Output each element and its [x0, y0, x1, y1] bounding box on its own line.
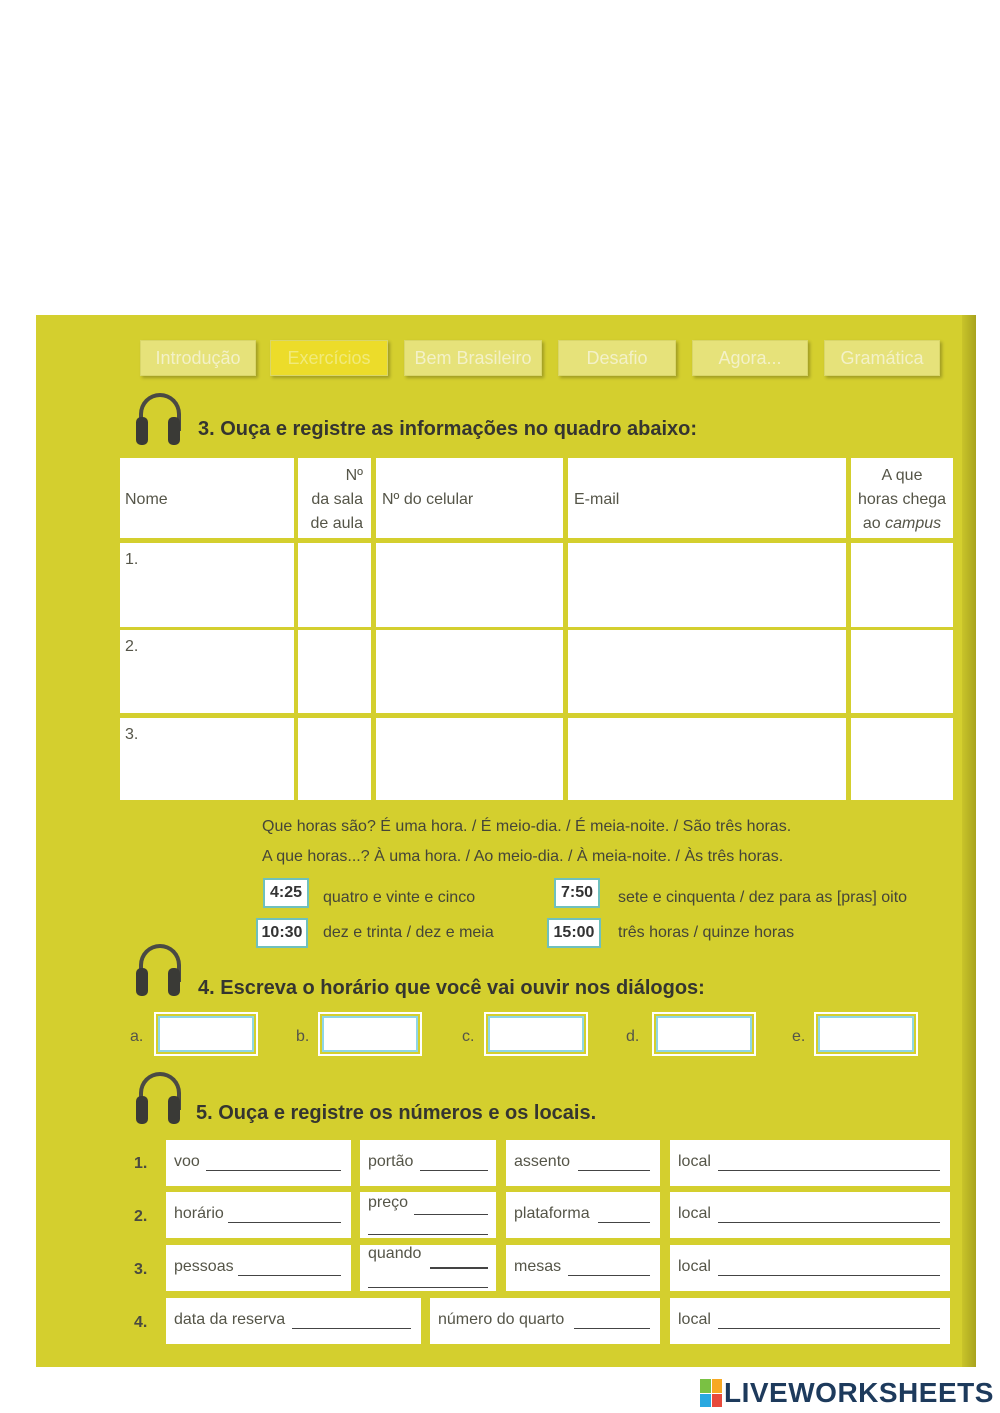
row3-chega[interactable] — [851, 718, 953, 800]
header-sala — [298, 458, 371, 538]
tab-introducao[interactable]: Introdução — [140, 340, 256, 376]
exercise-3-title: 3. Ouça e registre as informações no quadro abaixo: — [198, 418, 698, 440]
header-chega-line1: A que — [881, 467, 923, 484]
field-assento[interactable] — [506, 1140, 660, 1186]
header-sala-line1: Nº — [345, 467, 363, 484]
field-label: local — [678, 1311, 711, 1328]
field-horario[interactable] — [166, 1192, 351, 1238]
field-label: número do quarto — [438, 1311, 565, 1328]
answer-input-c[interactable] — [484, 1012, 588, 1056]
headphones-icon — [136, 393, 182, 449]
field-local[interactable] — [670, 1298, 950, 1344]
answer-label: a. — [130, 1028, 144, 1045]
tab-gramatica[interactable]: Gramática — [824, 340, 940, 376]
row-number: 1. — [134, 1155, 148, 1172]
header-chega — [851, 458, 953, 538]
header-chega-pre: ao — [862, 515, 886, 532]
exercise-4-title: 4. Escreva o horário que você vai ouvir nos diálogos: — [198, 977, 705, 999]
field-label: preço — [368, 1194, 409, 1211]
field-label: pessoas — [174, 1258, 234, 1275]
field-numero-do-quarto[interactable] — [430, 1298, 660, 1344]
field-label: horário — [174, 1205, 224, 1222]
clock-example-text: quatro e vinte e cinco — [323, 889, 476, 906]
logo-text: LIVEWORKSHEETS — [724, 1377, 994, 1408]
row1-celular[interactable] — [376, 543, 563, 627]
field-data-da-reserva[interactable] — [166, 1298, 421, 1344]
section-tabs — [140, 340, 940, 376]
row1-chega[interactable] — [851, 543, 953, 627]
row3-number: 3. — [125, 726, 139, 743]
row2-number: 2. — [125, 638, 139, 655]
row3-sala[interactable] — [298, 718, 371, 800]
answer-input-a[interactable] — [154, 1012, 258, 1056]
header-email — [568, 458, 846, 538]
clock-example: 4:25 — [263, 878, 309, 908]
row1-email[interactable] — [568, 543, 846, 627]
header-email-text: E-mail — [574, 491, 620, 508]
tab-bem-brasileiro[interactable]: Bem Brasileiro — [404, 340, 542, 376]
row2-sala[interactable] — [298, 630, 371, 713]
header-sala-line2: da sala — [311, 491, 363, 508]
field-pessoas[interactable] — [166, 1245, 351, 1291]
header-celular — [376, 458, 563, 538]
row1-sala[interactable] — [298, 543, 371, 627]
field-local[interactable] — [670, 1140, 950, 1186]
field-label: data da reserva — [174, 1311, 286, 1328]
field-quando[interactable] — [360, 1245, 496, 1291]
row2-chega[interactable] — [851, 630, 953, 713]
answer-label: c. — [462, 1028, 475, 1045]
tab-desafio[interactable]: Desafio — [558, 340, 676, 376]
clock-example-text: sete e cinquenta / dez para as [pras] oito — [618, 889, 908, 906]
field-label: quando — [368, 1245, 422, 1262]
header-nome — [120, 458, 294, 538]
field-label: portão — [368, 1153, 414, 1170]
header-chega-line3 — [851, 512, 953, 536]
row-number: 2. — [134, 1208, 148, 1225]
answer-label: b. — [296, 1028, 310, 1045]
row-number: 3. — [134, 1261, 148, 1278]
field-label: plataforma — [514, 1205, 590, 1222]
clock-example: 15:00 — [547, 918, 601, 948]
field-label: local — [678, 1258, 711, 1275]
headphones-icon — [136, 944, 182, 1000]
header-chega-em: campus — [885, 515, 942, 532]
row3-celular[interactable] — [376, 718, 563, 800]
tab-exercicios[interactable]: Exercícios — [270, 340, 388, 376]
clock-example: 10:30 — [256, 918, 308, 948]
field-label: assento — [514, 1153, 571, 1170]
clock-example: 7:50 — [554, 878, 600, 908]
header-celular-text: Nº do celular — [382, 491, 474, 508]
row2-celular[interactable] — [376, 630, 563, 713]
row-number: 4. — [134, 1314, 148, 1331]
headphones-icon — [136, 1072, 182, 1128]
field-label: local — [678, 1205, 711, 1222]
answer-input-d[interactable] — [652, 1012, 756, 1056]
clock-example-text: dez e trinta / dez e meia — [323, 924, 494, 941]
answer-label: d. — [626, 1028, 640, 1045]
exercise-5-title: 5. Ouça e registre os números e os locais. — [196, 1102, 597, 1124]
answer-input-b[interactable] — [318, 1012, 422, 1056]
field-label: mesas — [514, 1258, 562, 1275]
field-label: local — [678, 1153, 711, 1170]
field-preco[interactable] — [360, 1192, 496, 1238]
row3-nome[interactable] — [120, 718, 294, 800]
tab-agora[interactable]: Agora... — [692, 340, 808, 376]
field-label: voo — [174, 1153, 200, 1170]
row2-email[interactable] — [568, 630, 846, 713]
field-voo[interactable] — [166, 1140, 351, 1186]
header-sala-line3: de aula — [310, 515, 363, 532]
field-portao[interactable] — [360, 1140, 496, 1186]
answer-label: e. — [792, 1028, 806, 1045]
time-ref-line1: Que horas são? É uma hora. / É meio-dia. / É meia-noite. / São três horas. — [262, 818, 792, 835]
field-mesas[interactable] — [506, 1245, 660, 1291]
header-nome-text: Nome — [125, 491, 168, 508]
panel-edge — [962, 315, 976, 1367]
field-local[interactable] — [670, 1192, 950, 1238]
answer-input-e[interactable] — [814, 1012, 918, 1056]
row3-email[interactable] — [568, 718, 846, 800]
row1-number: 1. — [125, 551, 139, 568]
field-plataforma[interactable] — [506, 1192, 660, 1238]
row1-nome[interactable] — [120, 543, 294, 627]
time-ref-line2: A que horas...? À uma hora. / Ao meio-dia. / À meia-noite. / Às três horas. — [262, 848, 784, 865]
row2-nome[interactable] — [120, 630, 294, 713]
field-local[interactable] — [670, 1245, 950, 1291]
liveworksheets-logo[interactable] — [700, 1376, 994, 1410]
header-chega-line2: horas chega — [857, 491, 947, 508]
clock-example-text: três horas / quinze horas — [618, 924, 795, 941]
logo-mark-icon — [700, 1379, 722, 1407]
